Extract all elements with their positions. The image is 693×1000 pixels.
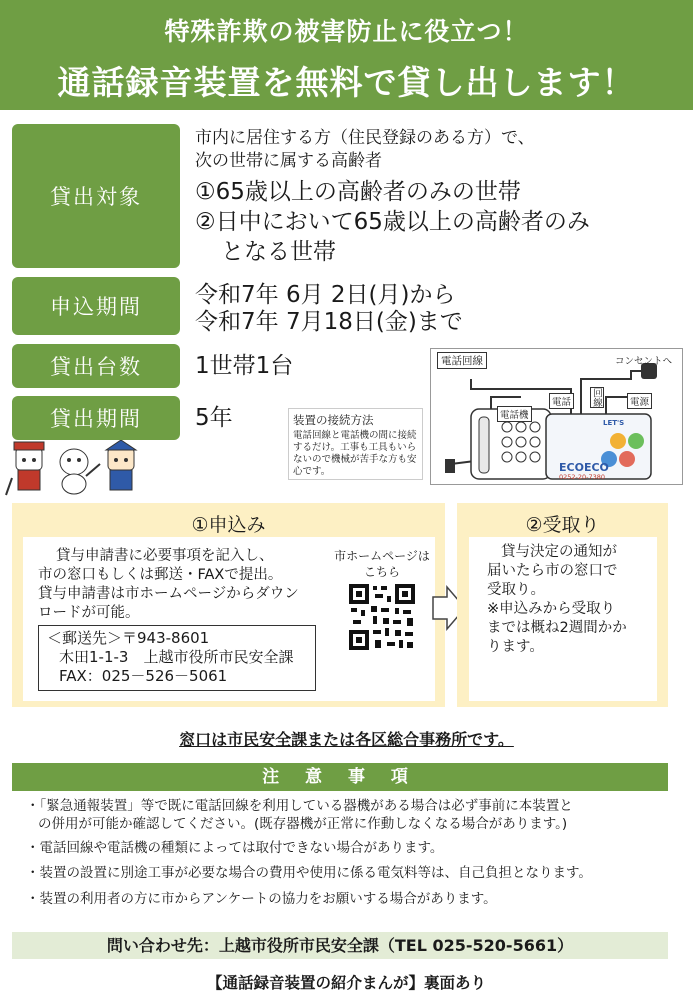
eligibility-item1: ①65歳以上の高齢者のみの世帯 — [195, 179, 521, 205]
step2-text4: ※申込みから受取り — [487, 601, 616, 617]
diagram-port-power: 電源 — [627, 393, 652, 409]
postal-address-box — [38, 625, 316, 691]
eligibility-item2a: ②日中において65歳以上の高齢者のみ — [195, 209, 590, 235]
diagram-phone-label: 電話機 — [497, 406, 532, 422]
diagram-port-line: 回線 — [591, 388, 602, 407]
footer-note: 【通話録音装置の紹介まんが】裏面あり — [206, 974, 486, 992]
device-diagram — [430, 348, 683, 485]
step2-text1: 貸与決定の通知が — [501, 544, 617, 560]
eligibility-intro1: 市内に居住する方（住民登録のある方）で、 — [195, 128, 535, 148]
step2-panel — [457, 503, 668, 707]
step1-text4: ロードが可能。 — [38, 605, 140, 621]
step1-text1: 貸与申請書に必要事項を記入し、 — [56, 548, 274, 564]
caution-note2: ・電話回線や電話機の種類によっては取付できない場合があります。 — [26, 840, 444, 856]
eligibility-intro2: 次の世帯に属する高齢者 — [195, 151, 382, 171]
step1-text2: 市の窓口もしくは郵送・FAXで提出。 — [38, 567, 283, 583]
mascot-illustration — [4, 440, 154, 500]
duration-value: 5年 — [195, 405, 233, 431]
qr-code-icon[interactable] — [347, 582, 417, 652]
mascot-dog-icon — [60, 449, 100, 494]
header-line1: 特殊詐欺の被害防止に役立つ！ — [164, 17, 529, 46]
period-line2: 令和7年 7月18日(金)まで — [195, 309, 463, 335]
duration-label: 貸出期間 — [12, 396, 180, 440]
step2-text2: 届いたら市の窓口で — [487, 563, 618, 579]
caution-note1a: ・「緊急通報装置」等で既に電話回線を利用している器機がある場合は必ず事前に本装置と — [26, 798, 573, 814]
header-banner — [0, 0, 693, 110]
mascot-samurai-icon — [6, 442, 44, 495]
diagram-outlet-label: コンセントへ — [615, 356, 673, 367]
caution-note4: ・装置の利用者の方に市からアンケートの協力をお願いする場合があります。 — [26, 891, 497, 907]
step2-text5: までは概ね2週間かか — [487, 620, 627, 636]
caution-note1b: の併用が可能か確認してください。(既存器機が正常に作動しなくなる場合があります。) — [38, 816, 568, 832]
period-label: 申込期間 — [12, 277, 180, 335]
device-tel: 0252-20-7380 — [559, 473, 606, 481]
postal-line2: 木田1-1-3 上越市役所市民安全課 — [59, 648, 294, 666]
postal-line3: FAX：025－526－5061 — [59, 667, 228, 685]
connection-info — [288, 408, 423, 480]
units-label: 貸出台数 — [12, 344, 180, 388]
window-note: 窓口は市民安全課または各区総合事務所です。 — [179, 730, 514, 749]
device-brand: ECOECO — [559, 461, 609, 474]
eligibility-label: 貸出対象 — [12, 124, 180, 268]
period-line1: 令和7年 6月 2日(月)から — [195, 282, 456, 308]
connection-desc: 電話回線と電話機の間に接続するだけ。工事も工具もいらないので機械が苦手な方も安心です。 — [293, 430, 417, 477]
step1-text3: 貸与申請書は市ホームページからダウン — [38, 586, 299, 602]
eligibility-item2b: となる世帯 — [221, 239, 336, 265]
mascot-warrior-icon — [106, 440, 136, 490]
step1-title: ①申込み — [191, 514, 266, 536]
contact-bar: 問い合わせ先：上越市役所市民安全課（TEL 025-520-5661） — [12, 932, 668, 959]
device-small-label: LET'S — [603, 419, 625, 427]
diagram-port-phone: 電話 — [549, 393, 574, 409]
step2-title: ②受取り — [525, 514, 600, 536]
caution-title: 注 意 事 項 — [12, 763, 668, 791]
step2-text3: 受取り。 — [487, 582, 545, 598]
step1-panel — [12, 503, 445, 707]
header-line2: 通話録音装置を無料で貸し出します！ — [57, 63, 636, 102]
units-value: 1世帯1台 — [195, 353, 294, 379]
step2-text6: ります。 — [487, 639, 544, 655]
diagram-line-label: 電話回線 — [437, 352, 487, 369]
qr-caption1: 市ホームページは — [334, 549, 430, 563]
diagram-lines — [431, 349, 682, 484]
postal-line1: ＜郵送先＞〒943-8601 — [47, 629, 210, 647]
caution-note3: ・装置の設置に別途工事が必要な場合の費用や使用に係る電気料等は、自己負担となります。 — [26, 865, 592, 881]
connection-title: 装置の接続方法 — [293, 413, 374, 427]
qr-caption2: こちら — [363, 565, 400, 579]
